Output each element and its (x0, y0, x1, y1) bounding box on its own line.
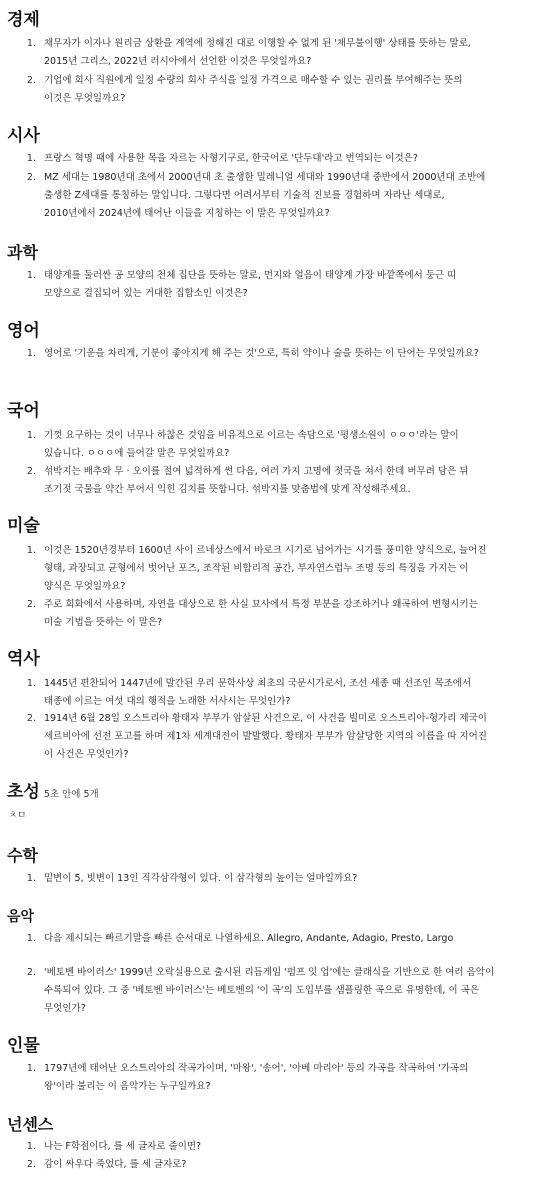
item-text: 나는 F학점이다, 를 세 글자로 줄이면? (44, 1141, 202, 1152)
item-text: 이것은 1520년경부터 1600년 사이 르네상스에서 바로크 시기로 넘어가는 시기를 풍미한 양식으로, 늘어진 (44, 545, 487, 556)
section-heading: 인물 (7, 1036, 40, 1056)
item-text: 섞박지는 배추와 무 · 오이를 절여 넓적하게 썬 다음, 여러 가지 고명에 젓국을 쳐서 한데 버무려 담은 뒤 (44, 466, 469, 477)
item-text: 태종에 이르는 여섯 대의 행적을 노래한 서사시는 무엇인가? (44, 696, 291, 707)
item-text: 형태, 과장되고 균형에서 벗어난 포즈, 조작된 비합리적 공간, 부자연스럽누 조명 등의 특징을 가지는 이 (44, 563, 469, 574)
item-number: 1. (26, 430, 36, 441)
item-text: 수록되어 있다. 그 중 '베토벤 바이러스'는 베토벤의 '이 곡'의 도입부를 샘플링한 곡으로 유명한데, 이 곡은 (44, 985, 480, 996)
item-text: 태양계를 둘러싼 공 모양의 천체 집단을 뜻하는 말로, 먼지와 얼음이 태양계 가장 바깥쪽에서 둥근 띠 (44, 270, 457, 281)
item-number: 2. (26, 713, 36, 724)
item-text: 1797년에 태어난 오스트리아의 작곡가이며, '마왕', '송어', '아베 마리아' 등의 가곡을 작곡하여 '가곡의 (44, 1063, 469, 1074)
item-text: 이것은 무엇일까요? (44, 93, 126, 104)
item-number: 1. (26, 678, 36, 689)
item-text: 출생한 Z세대를 통칭하는 말입니다. 그렇다면 어려서부터 기술적 진보를 경험하며 자라난 세대로, (44, 190, 445, 201)
item-text: '베토벤 바이러스' 1999년 오락실용으로 출시된 리듬게임 '펌프 잇 업'에는 클래식을 기반으로 한 여러 음악이 (44, 967, 495, 978)
section-heading: 시사 (7, 126, 40, 146)
item-number: 1. (26, 545, 36, 556)
item-text: 영어로 '기운을 차리게, 기분이 좋아지게 해 주는 것'으로, 특히 약이나 술을 뜻하는 이 단어는 무엇일까요? (44, 348, 479, 359)
item-text: 2010년에서 2024년에 태어난 이들을 지칭하는 이 말은 무엇일까요? (44, 208, 330, 219)
item-text: 양식은 무엇일까요? (44, 581, 126, 592)
item-text: 채무자가 이자나 원리금 상환을 계역에 정해진 대로 이행할 수 없게 된 '채무불이행' 상태를 뜻하는 말로, (44, 38, 471, 49)
section-heading: 영어 (7, 321, 40, 341)
item-text: 왕'이라 불리는 이 음악가는 누구일까요? (44, 1081, 211, 1092)
section-heading (7, 784, 99, 801)
item-text: 프랑스 혁명 때에 사용한 목을 자르는 사형기구로, 한국어로 '단두대'라고 번역되는 이것은? (44, 153, 418, 164)
item-number: 1. (26, 873, 36, 884)
item-text: 1445년 편찬되어 1447년에 발간된 우리 문학사상 최초의 국문시가로서, 조선 세종 때 선조인 목조에서 (44, 678, 472, 689)
section-heading: 국어 (7, 401, 40, 421)
item-text: 모양으로 결집되어 있는 거대한 집합소인 이것은? (44, 288, 248, 299)
item-number: 2. (26, 466, 36, 477)
section-heading: 경제 (7, 10, 40, 30)
section-heading: 역사 (7, 649, 40, 669)
item-text: 무엇인가? (44, 1003, 86, 1014)
item-number: 2. (26, 75, 36, 86)
item-number: 2. (26, 599, 36, 610)
item-number: 1. (26, 1141, 36, 1152)
item-text: 감이 싸우다 죽었다, 를 세 글자로? (44, 1159, 187, 1170)
item-text: 기업에 회사 직원에게 일정 수량의 회사 주식을 일정 가격으로 매수할 수 있는 권리를 부여해주는 뜻의 (44, 75, 463, 86)
item-text: 주로 회화에서 사용하며, 자연을 대상으로 한 사실 묘사에서 특정 부분을 강조하거나 왜곡하여 변형시키는 (44, 599, 478, 610)
section-heading: 음악 (7, 909, 35, 925)
item-text: 세르비아에 선전 포고를 하며 제1차 세계대전이 발발했다. 황태자 부부가 암살당한 지역의 이름을 따 지어진 (44, 731, 487, 742)
item-number: 2. (26, 1159, 36, 1170)
item-text: 미술 기법을 뜻하는 이 말은? (44, 617, 163, 628)
section-heading: 수학 (7, 846, 38, 865)
item-text: 2015년 그리스, 2022년 러시아에서 선언한 이것은 무엇일까요? (44, 56, 312, 67)
item-text: 기껏 요구하는 것이 너무나 하찮은 것임을 비유적으로 이르는 속담으로 '평생소원이 ㅇㅇㅇ'라는 말이 (44, 430, 459, 441)
item-text: 이 사건은 무엇인가? (44, 749, 129, 760)
item-number: 2. (26, 172, 36, 183)
item-text: 밑변이 5, 빗변이 13인 직각삼각형이 있다. 이 삼각형의 높이는 얼마일까요? (44, 873, 358, 884)
plain-text: ㅊㅁ (8, 810, 27, 821)
item-number: 1. (26, 38, 36, 49)
section-heading: 넌센스 (7, 1115, 54, 1134)
item-text: 다음 제시되는 빠르기말을 빠른 순서대로 나열하세요. Allegro, Andante, Adagio, Presto, Largo (44, 933, 454, 944)
item-number: 1. (26, 348, 36, 359)
heading-note: 5초 안에 5개 (43, 789, 99, 800)
item-text: 있습니다. ㅇㅇㅇ에 들어갈 말은 무엇일까요? (44, 448, 230, 459)
item-number: 2. (26, 967, 36, 978)
section-heading: 과학 (7, 243, 38, 262)
item-number: 1. (26, 933, 36, 944)
item-text: MZ 세대는 1980년대 초에서 2000년대 초 출생한 밀레니얼 세대와 1990년대 중반에서 2000년대 조반에 (44, 172, 486, 183)
section-heading-text: 초성 (7, 782, 40, 802)
item-number: 1. (26, 270, 36, 281)
item-number: 1. (26, 1063, 36, 1074)
item-text: 조기젓 국물을 약간 부어서 익힌 김치를 뜻합니다. 섞박지를 맞춤법에 맞게 작성해주세요. (44, 484, 411, 495)
item-text: 1914년 6월 28일 오스트리아 황태자 부부가 암살된 사건으로, 이 사건을 빌미로 오스트리아-헝가리 제국이 (44, 713, 487, 724)
section-heading: 미술 (7, 516, 40, 536)
item-number: 1. (26, 153, 36, 164)
